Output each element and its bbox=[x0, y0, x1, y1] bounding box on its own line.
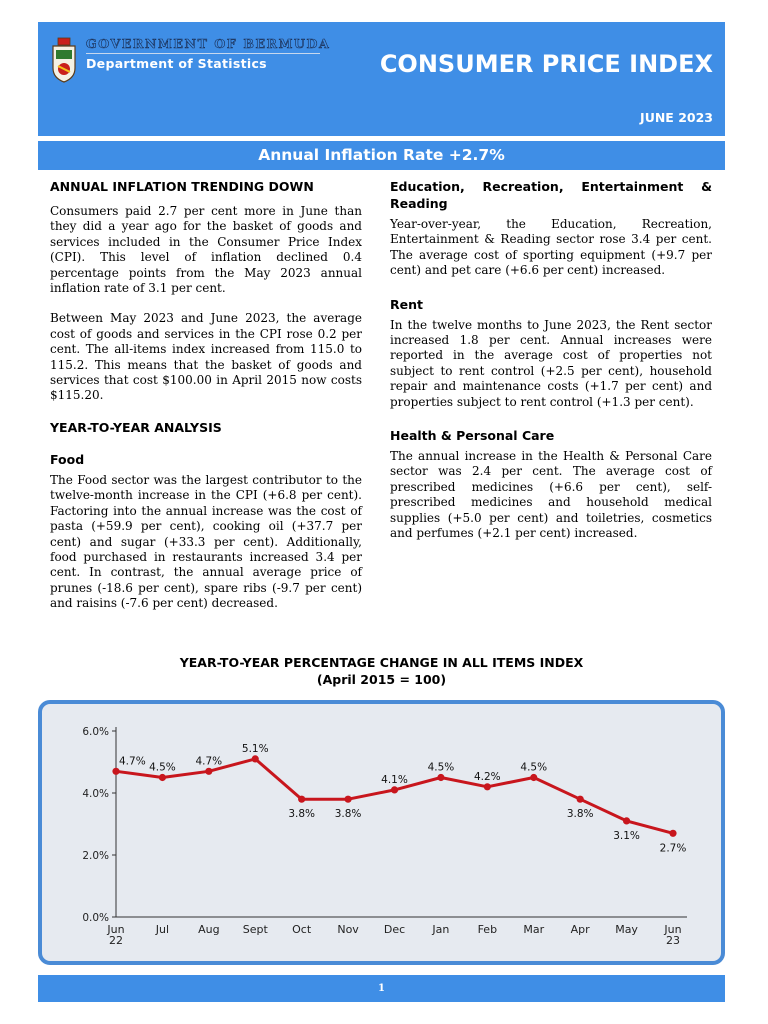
data-label: 5.1% bbox=[241, 742, 269, 755]
heading-food: Food bbox=[50, 451, 85, 467]
heading-health: Health & Personal Care bbox=[390, 428, 555, 444]
inflation-chart bbox=[38, 700, 725, 965]
x-tick-label: May bbox=[615, 923, 638, 936]
x-tick-label: Sept bbox=[242, 923, 268, 936]
page-title: CONSUMER PRICE INDEX bbox=[379, 50, 713, 78]
left-column bbox=[50, 178, 362, 612]
x-tick-label: Aug bbox=[198, 923, 220, 936]
data-label: 4.5% bbox=[427, 761, 455, 774]
x-tick-label: Jan bbox=[432, 923, 450, 936]
data-point bbox=[112, 768, 119, 775]
data-point bbox=[344, 796, 351, 803]
chart-svg bbox=[38, 700, 725, 965]
x-tick-label: Apr bbox=[570, 923, 590, 936]
data-label: 4.5% bbox=[149, 761, 176, 774]
chart-title-line1: YEAR-TO-YEAR PERCENTAGE CHANGE IN ALL ITEMS INDEX bbox=[179, 655, 584, 670]
paragraph-trending-1: Consumers paid 2.7 per cent more in June than they did a year ago for the basket of goods and services included in the Consumer Price Index (CPI). This level of inflation declined 0.4 percentage points from the May 2023 annual inflation rate of 3.1 per cent. bbox=[50, 204, 362, 296]
data-label: 4.1% bbox=[381, 773, 408, 786]
paragraph-education: Year-over-year, the Education, Recreation, Entertainment & Reading sector rose 3.4 per cent. The average cost of sporting equipment (+9.7 per cent) and pet care (+6.6 per cent) increased. bbox=[390, 217, 712, 278]
x-tick-label: 23 bbox=[666, 934, 680, 947]
x-tick-label: Mar bbox=[523, 923, 545, 936]
data-label: 3.1% bbox=[613, 829, 640, 842]
government-name: GOVERNMENT OF BERMUDA bbox=[86, 36, 331, 51]
data-label: 3.8% bbox=[566, 808, 594, 821]
paragraph-health: The annual increase in the Health & Personal Care sector was 2.4 per cent. The average cost of prescribed medicines (+6.6 per cent), self-prescribed medicines and household medical supplies (+5.0 per cent) and toiletries, cosmetics and perfumes (+2.1 per cent) increased. bbox=[390, 449, 712, 541]
data-point bbox=[623, 817, 630, 824]
heading-analysis: YEAR-TO-YEAR ANALYSIS bbox=[50, 419, 222, 435]
data-point bbox=[437, 774, 444, 781]
header-rule bbox=[86, 53, 320, 54]
paragraph-trending-2: Between May 2023 and June 2023, the average cost of goods and services in the CPI rose 0.2 per cent. The all-items index increased from 115.0 to 115.2. This means that the basket of goods and services that cost $100.00 in April 2015 now costs $115.20. bbox=[50, 311, 362, 403]
paragraph-rent: In the twelve months to June 2023, the Rent sector increased 1.8 per cent. Annual increases were reported in the average cost of properties not subject to rent control (+2.5 per cent), household repair and maintenance costs (+1.7 per cent) and properties subject to rent control (+1.3 per cent). bbox=[390, 317, 712, 409]
data-point bbox=[252, 755, 259, 762]
x-tick-label: Nov bbox=[337, 923, 359, 936]
data-point bbox=[484, 783, 491, 790]
chart-title bbox=[38, 654, 725, 688]
heading-trending: ANNUAL INFLATION TRENDING DOWN bbox=[50, 179, 314, 194]
y-tick-label: 6.0% bbox=[82, 726, 109, 738]
data-label: 4.7% bbox=[195, 755, 223, 768]
x-tick-label: Feb bbox=[477, 923, 498, 936]
data-point bbox=[669, 830, 676, 837]
data-point bbox=[159, 774, 166, 781]
data-label: 2.7% bbox=[659, 842, 687, 855]
page-number: 1 bbox=[378, 983, 385, 994]
heading-education: Education, Recreation, Entertainment & Reading bbox=[390, 179, 712, 211]
y-tick-label: 4.0% bbox=[82, 788, 109, 800]
data-point bbox=[577, 796, 584, 803]
data-label: 3.8% bbox=[288, 808, 316, 821]
x-tick-label: Jun bbox=[107, 923, 125, 936]
x-tick-label: Jul bbox=[155, 923, 170, 936]
chart-title-line2: (April 2015 = 100) bbox=[316, 672, 447, 687]
data-label: 4.2% bbox=[473, 770, 501, 783]
y-tick-label: 0.0% bbox=[82, 912, 109, 924]
data-point bbox=[391, 786, 398, 793]
footer-bar bbox=[38, 975, 725, 1002]
inflation-banner: Annual Inflation Rate +2.7% bbox=[38, 141, 725, 170]
report-date: JUNE 2023 bbox=[640, 110, 713, 125]
y-tick-label: 2.0% bbox=[82, 850, 109, 862]
data-label: 4.7% bbox=[119, 755, 146, 768]
right-column bbox=[390, 178, 712, 542]
data-label: 4.5% bbox=[520, 761, 548, 774]
bermuda-crest-icon bbox=[47, 36, 81, 84]
heading-rent: Rent bbox=[390, 296, 423, 312]
data-point bbox=[298, 796, 305, 803]
data-point bbox=[205, 768, 212, 775]
department-name: Department of Statistics bbox=[86, 56, 267, 71]
data-point bbox=[530, 774, 537, 781]
x-tick-label: Jun bbox=[664, 923, 682, 936]
x-tick-label: 22 bbox=[109, 934, 123, 947]
x-tick-label: Oct bbox=[292, 923, 312, 936]
header-bar bbox=[38, 22, 725, 136]
x-tick-label: Dec bbox=[383, 923, 406, 936]
paragraph-food: The Food sector was the largest contributor to the twelve-month increase in the CPI (+6.8 per cent). Factoring into the annual increase was the cost of pasta (+59.9 per cent), cooking oil (+37.7 per cent) and sugar (+33.3 per cent). Additionally, food purchased in restaurants increased 3.4 per cent. In contrast, the annual average price of prunes (-18.6 per cent), spare ribs (-9.7 per cent) and raisins (-7.6 per cent) decreased. bbox=[50, 472, 362, 611]
data-label: 3.8% bbox=[334, 808, 362, 821]
